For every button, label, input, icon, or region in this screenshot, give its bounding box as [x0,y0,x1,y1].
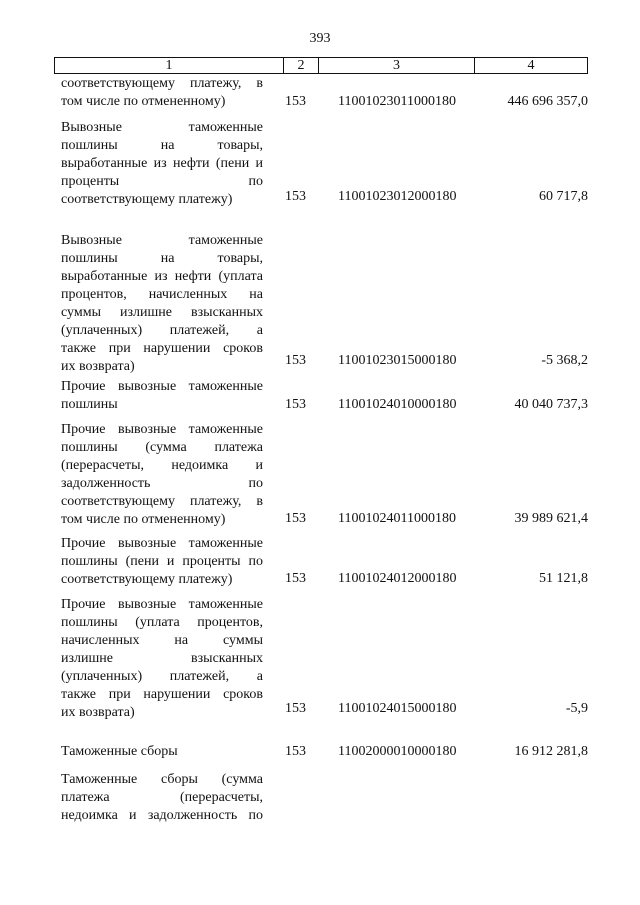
admin-code: 153 [285,189,306,204]
description-line: соответствующему платежу) [61,192,233,207]
amount-value: 16 912 281,8 [514,744,588,759]
column-header-4: 4 [527,58,535,73]
admin-code: 153 [285,744,306,759]
budget-classification-code: 11001023015000180 [338,353,457,368]
description-line: пошлины (уплата процентов, [61,615,263,630]
budget-classification-code: 11001024011000180 [338,511,456,526]
description-line: платежа (перерасчеты, [61,790,263,805]
description-line: соответствующему платежу, в [61,76,263,91]
amount-value: -5 368,2 [541,353,588,368]
description-line: Таможенные сборы [61,744,178,759]
description-line: том числе по отмененному) [61,94,226,109]
row-description [61,771,263,825]
description-line: Прочие вывозные таможенные [61,422,263,437]
description-line: пошлины на товары, [61,138,263,153]
description-line: (перерасчеты, недоимка и [61,458,263,473]
description-line: также при нарушении сроков [61,687,263,702]
column-header-2: 2 [284,58,319,73]
table-column-header [54,57,588,74]
row-description [61,232,263,376]
row-description [61,596,263,722]
amount-value: 51 121,8 [539,571,588,586]
row-description [61,743,263,761]
row-description [61,378,263,414]
description-line: их возврата) [61,705,135,720]
description-line: также при нарушении сроков [61,341,263,356]
budget-classification-code: 11001024015000180 [338,701,457,716]
description-line: их возврата) [61,359,135,374]
admin-code: 153 [285,571,306,586]
column-header-3: 3 [319,58,475,73]
description-line: том числе по отмененному) [61,512,226,527]
row-description [61,421,263,529]
description-line: (уплаченных) платежей, а [61,669,263,684]
amount-value: 60 717,8 [539,189,588,204]
description-line: суммы излишне взысканных [61,305,263,320]
description-line: Вывозные таможенные [61,233,263,248]
row-description [61,75,263,111]
column-header-1: 1 [55,58,284,73]
amount-value: 446 696 357,0 [507,94,588,109]
description-line: соответствующему платежу) [61,572,233,587]
description-line: недоимка и задолженность по [61,808,263,823]
description-line: Таможенные сборы (сумма [61,772,263,787]
budget-classification-code: 11001024010000180 [338,397,457,412]
description-line: задолженность по [61,476,263,491]
description-line: проценты по [61,174,263,189]
amount-value: 39 989 621,4 [514,511,588,526]
budget-classification-code: 11001023011000180 [338,94,456,109]
budget-classification-code: 11001023012000180 [338,189,457,204]
description-line: излишне взысканных [61,651,263,666]
admin-code: 153 [285,353,306,368]
admin-code: 153 [285,701,306,716]
description-line: Прочие вывозные таможенные [61,379,263,394]
description-line: пошлины [61,397,118,412]
description-line: процентов, начисленных на [61,287,263,302]
amount-value: 40 040 737,3 [514,397,588,412]
description-line: пошлины (сумма платежа [61,440,263,455]
description-line: выработанные из нефти (уплата [61,269,263,284]
description-line: Вывозные таможенные [61,120,263,135]
description-line: (уплаченных) платежей, а [61,323,263,338]
budget-classification-code: 11002000010000180 [338,744,457,759]
description-line: выработанные из нефти (пени и [61,156,263,171]
description-line: пошлины (пени и проценты по [61,554,263,569]
amount-value: -5,9 [565,701,588,716]
row-description [61,119,263,209]
description-line: соответствующему платежу, в [61,494,263,509]
description-line: начисленных на суммы [61,633,263,648]
budget-classification-code: 11001024012000180 [338,571,457,586]
row-description [61,535,263,589]
admin-code: 153 [285,397,306,412]
admin-code: 153 [285,511,306,526]
page-number: 393 [309,31,331,46]
description-line: Прочие вывозные таможенные [61,536,263,551]
description-line: пошлины на товары, [61,251,263,266]
admin-code: 153 [285,94,306,109]
description-line: Прочие вывозные таможенные [61,597,263,612]
